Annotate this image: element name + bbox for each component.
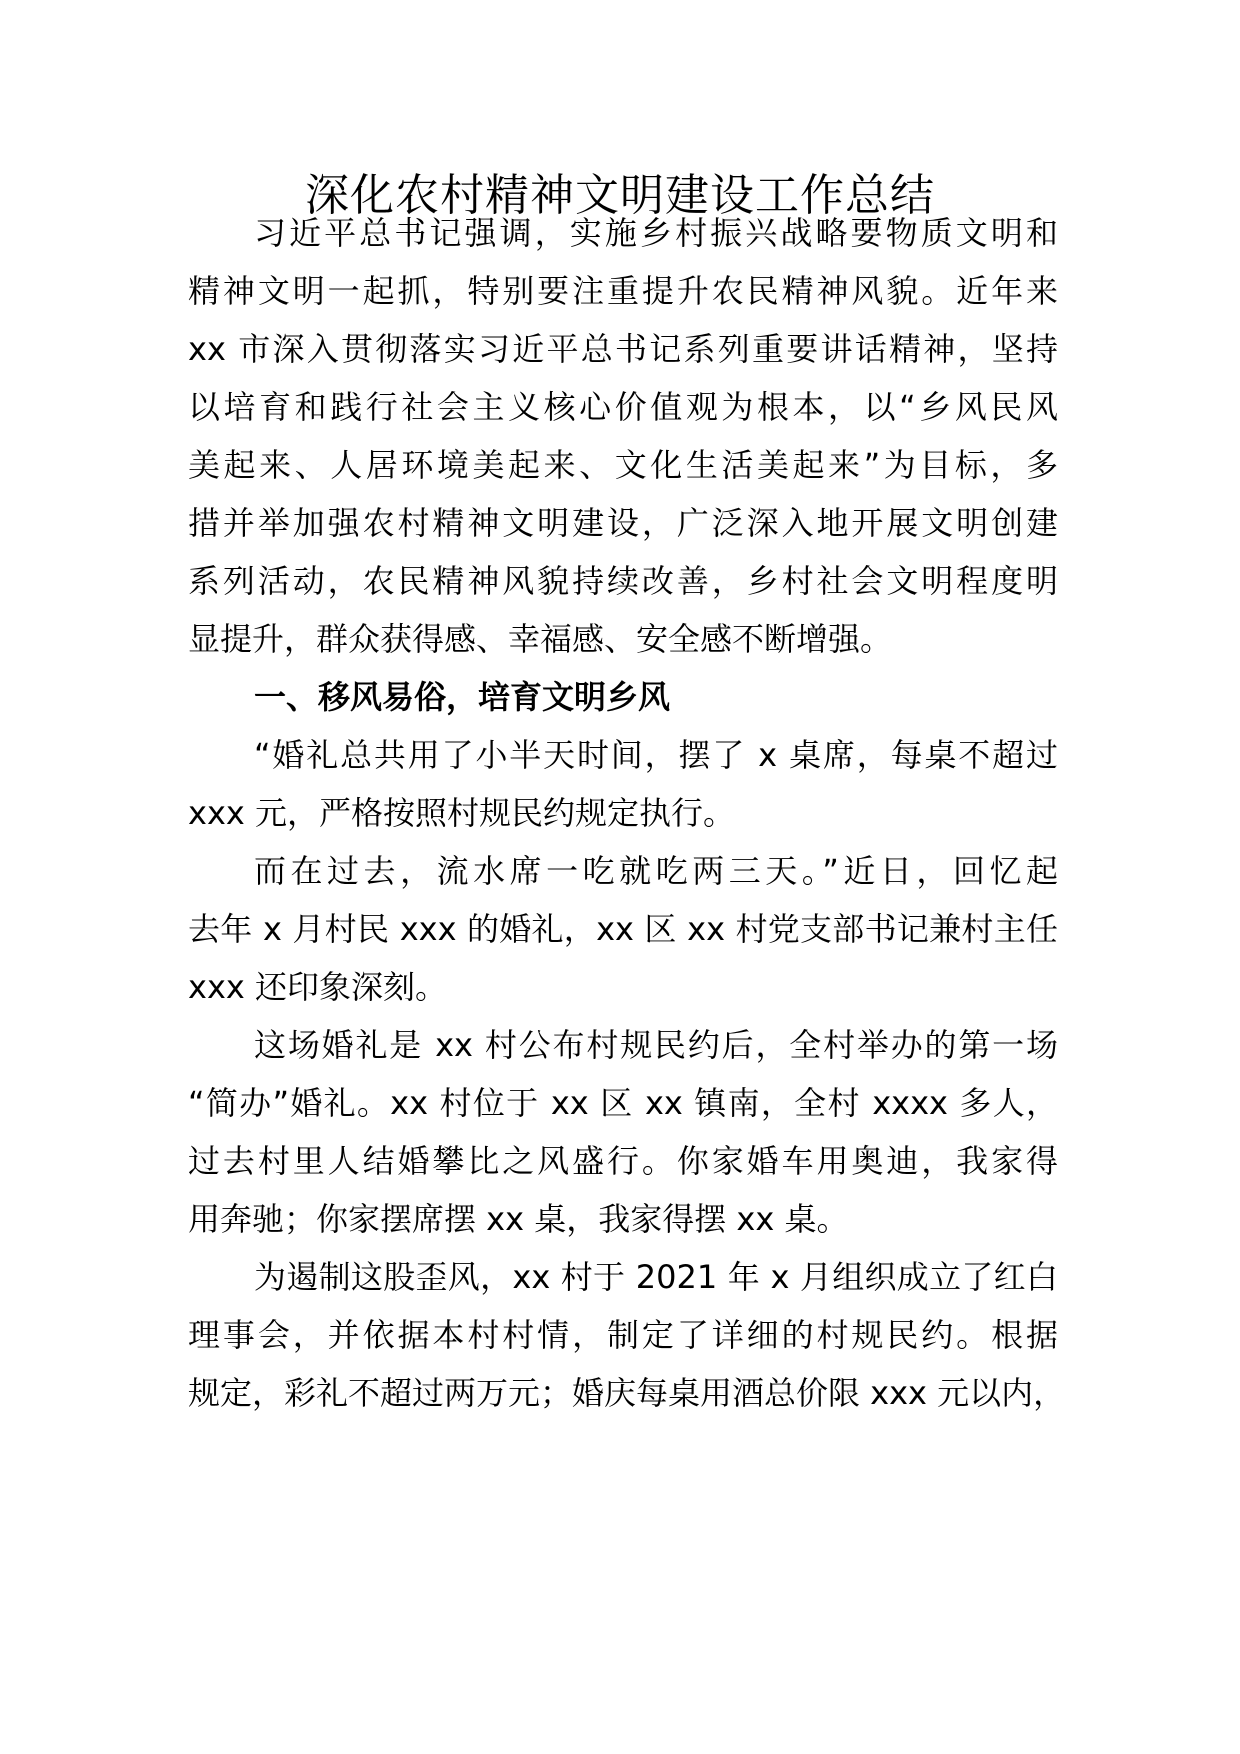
paragraph-line: 以培育和践行社会主义核心价值观为根本，以“乡风民风 — [188, 388, 1058, 426]
paragraph-line: 过去村里人结婚攀比之风盛行。你家婚车用奥迪，我家得 — [188, 1142, 1058, 1180]
paragraph-line: 这场婚礼是 xx 村公布村规民约后，全村举办的第一场 — [254, 1026, 1058, 1064]
paragraph-line: “婚礼总共用了小半天时间，摆了 x 桌席，每桌不超过 — [254, 736, 1058, 774]
paragraph-line: 用奔驰；你家摆席摆 xx 桌，我家得摆 xx 桌。 — [188, 1200, 849, 1238]
paragraph-line: 而在过去，流水席一吃就吃两三天。”近日，回忆起 — [254, 852, 1058, 890]
paragraph-line: 习近平总书记强调，实施乡村振兴战略要物质文明和 — [254, 214, 1058, 252]
paragraph-line: 系列活动，农民精神风貌持续改善，乡村社会文明程度明 — [188, 562, 1058, 600]
paragraph-line: 显提升，群众获得感、幸福感、安全感不断增强。 — [188, 620, 893, 658]
section-heading: 一、移风易俗，培育文明乡风 — [254, 678, 671, 716]
paragraph-line: “简办”婚礼。xx 村位于 xx 区 xx 镇南，全村 xxxx 多人， — [188, 1084, 1058, 1122]
paragraph-line: 为遏制这股歪风，xx 村于 2021 年 x 月组织成立了红白 — [254, 1258, 1058, 1296]
paragraph-line: xxx 还印象深刻。 — [188, 968, 447, 1006]
paragraph-line: 美起来、人居环境美起来、文化生活美起来”为目标，多 — [188, 446, 1058, 484]
paragraph-line: xx 市深入贯彻落实习近平总书记系列重要讲话精神，坚持 — [188, 330, 1058, 368]
paragraph-line: 理事会，并依据本村村情，制定了详细的村规民约。根据 — [188, 1316, 1058, 1354]
paragraph-line: 措并举加强农村精神文明建设，广泛深入地开展文明创建 — [188, 504, 1058, 542]
paragraph-line: 规定，彩礼不超过两万元；婚庆每桌用酒总价限 xxx 元以内， — [188, 1374, 1066, 1412]
paragraph-line: 精神文明一起抓，特别要注重提升农民精神风貌。近年来 — [188, 272, 1058, 310]
paragraph-line: 去年 x 月村民 xxx 的婚礼，xx 区 xx 村党支部书记兼村主任 — [188, 910, 1058, 948]
document-title: 深化农村精神文明建设工作总结 — [305, 170, 935, 221]
paragraph-line: xxx 元，严格按照村规民约规定执行。 — [188, 794, 735, 832]
